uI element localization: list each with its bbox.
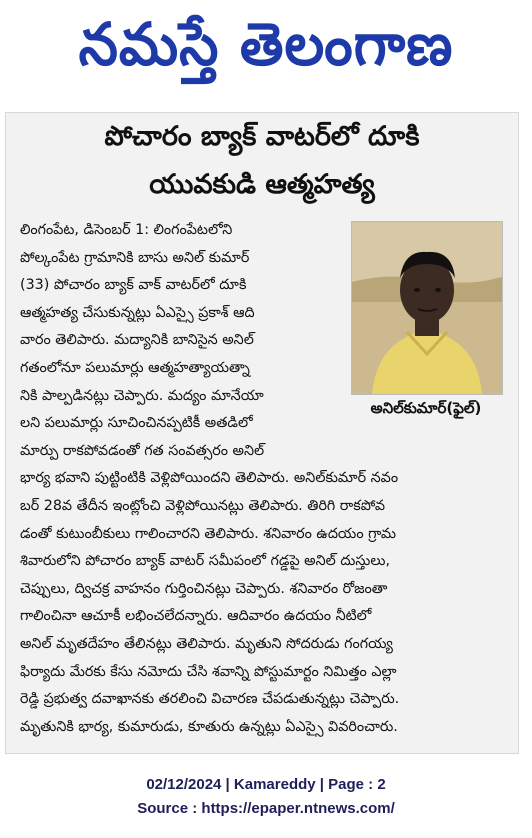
article-line: లింగంపేట, డిసెంబర్ 1: లింగంపేటలోని (20, 222, 233, 238)
article-line: వారం తెలిపారు. మద్యానికి బానిసైన అనిల్ (20, 332, 254, 349)
article-line: నికి పాల్పడినట్లు చెప్పారు. మద్యం మానేయా (20, 387, 264, 404)
article-line: భార్య భవాని పుట్టింటికి వెళ్లిపోయిందని తెలిపారు. అనిల్‌కుమార్ నవం (20, 470, 399, 487)
article-line: (33) పోచారం బ్యాక్ వాక్ వాటర్‌లో దూకి (20, 277, 247, 294)
newspaper-title: నమస్తే తెలంగాణ (78, 10, 454, 79)
article-line: లని పలుమార్లు సూచించినప్పటికీ అతడిలో (20, 415, 253, 432)
article-line: రెడ్డి ప్రభుత్వ దవాఖానకు తరలించి విచారణ చేపడుతున్నట్లు చెప్పారు. (20, 691, 400, 708)
article-line: మృతునికి భార్య, కుమారుడు, కూతురు ఉన్నట్లు ఏఎస్సై వివరించారు. (20, 718, 398, 735)
article-line: మార్పు రాకపోవడంతో గత సంవత్సరం అనిల్ (20, 442, 265, 459)
article-line: అనిల్ మృతదేహం తేలినట్లు తెలిపారు. మృతుని సోదరుడు గంగయ్య (20, 635, 393, 652)
headline (6, 113, 518, 209)
article-line: బర్ 28వ తేదీన ఇంట్లోంచి వెళ్లిపోయినట్లు తెలిపారు. తిరిగి రాకపోవ (20, 497, 386, 514)
footer-date-edition: 02/12/2024 | Kamareddy | Page : 2 (146, 776, 386, 793)
article-line: గతంలోనూ పలుమార్లు ఆత్మహత్యాయత్నా (20, 359, 250, 376)
footer-source: Source : https://epaper.ntnews.com/ (137, 800, 395, 817)
masthead (0, 0, 532, 104)
article-line: గాలించినా ఆచూకీ లభించలేదన్నారు. ఆదివారం ఉదయం నీటిలో (20, 608, 372, 625)
photo-caption: అనిల్‌కుమార్(ఫైల్) (370, 399, 482, 417)
article-line: డంతో కుటుంబీకులు గాలించారని తెలిపారు. శనివారం ఉదయం గ్రామ (20, 525, 396, 542)
headline-line-1: పోచారం బ్యాక్ వాటర్‌లో దూకి (104, 121, 420, 152)
article-body (20, 217, 510, 741)
article-line: చెప్పులు, ద్విచక్ర వాహనం గుర్తించినట్లు చెప్పారు. శనివారం రోజంతా (20, 580, 388, 597)
article-line: ఆత్మహత్య చేసుకున్నట్లు ఏఎస్సై ప్రకాశ్ ఆది (20, 304, 255, 321)
headline-line-2: యువకుడి ఆత్మహత్య (149, 169, 375, 200)
article-line: పోల్కంపేట గ్రామానికి బాసు అనిల్ కుమార్ (20, 249, 250, 266)
news-clipping (5, 112, 519, 754)
article-line: ఫిర్యాదు మేరకు కేసు నమోదు చేసి శవాన్ని పోస్టుమార్టం నిమిత్తం ఎల్లా (20, 663, 397, 680)
article-line: శివారులోని పోచారం బ్యాక్ వాటర్ సమీపంలో గడ్డపై అనిల్ దుస్తులు, (20, 553, 390, 570)
